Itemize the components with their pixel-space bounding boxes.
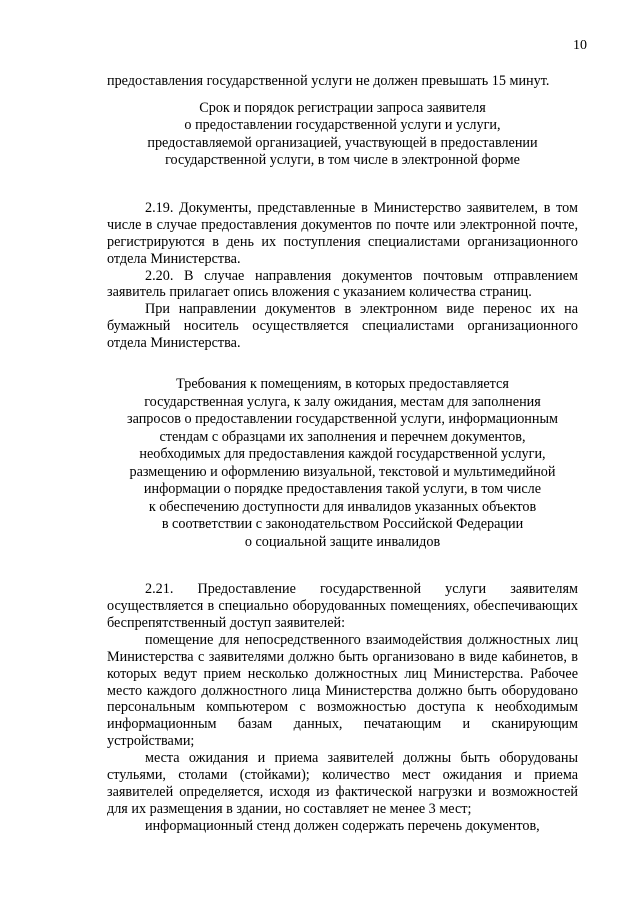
paragraph-continuation: предоставления государственной услуги не должен превышать 15 минут.: [107, 73, 550, 89]
page-number: 10: [573, 38, 587, 53]
section-heading-premises: Требования к помещениям, в которых предоставляется государственная услуга, к залу ожидания, местам для заполнения запросов о предоставлении государственной услуги, информационным стендам с образцами их заполнения и перечнем документов, необходимых для предоставления каждой государственной услуги, размещению и оформлению визуальной, текстовой и мультимедийной информации о порядке предоставления такой услуги, в том числе к обеспечению доступности для инвалидов указанных объектов в соответствии с законодательством Российской Федерации о социальной защите инвалидов: [127, 376, 558, 550]
paragraph-2-19: 2.19. Документы, представленные в Министерство заявителем, в том числе в случае предоставления документов по почте или электронной почте, регистрируются в день их поступления специалистами организационного отдела Министерства.: [107, 199, 578, 267]
paragraph-2-21-premises: помещение для непосредственного взаимодействия должностных лиц Министерства с заявителями должно быть организовано в виде кабинетов, в которых ведут прием несколько должностных лиц Министерства. Рабочее место каждого должностного лица Министерства должно быть оборудовано персональным компьютером с возможностью доступа к необходимым информационным базам данных, печатающим и сканирующим устройствами;: [107, 631, 578, 750]
section-heading-registration: Срок и порядок регистрации запроса заявителя о предоставлении государственной услуги и услуги, предоставляемой организацией, участвующей в предоставлении государственной услуги, в том числе в электронной форме: [147, 99, 538, 169]
spacer: [107, 352, 578, 376]
paragraph-2-21: 2.21. Предоставление государственной услуги заявителям осуществляется в специально оборудованных помещениях, обеспечивающих беспрепятственный доступ заявителей:: [107, 581, 578, 631]
spacer: [107, 170, 578, 200]
paragraph-2-21-waiting: места ожидания и приема заявителей должны быть оборудованы стульями, столами (стойками); количество мест ожидания и приема заявителей определяется, исходя из фактической нагрузки и возможностей для их размещения в здании, но составляет не менее 3 мест;: [107, 750, 578, 817]
paragraph-2-20: 2.20. В случае направления документов почтовым отправлением заявитель прилагает опись вложения с указанием количества страниц.: [107, 267, 578, 301]
paragraph-2-21-stand: информационный стенд должен содержать перечень документов,: [145, 817, 540, 834]
paragraph-2-20-electronic: При направлении документов в электронном виде перенос их на бумажный носитель осуществляется специалистами организационного отдела Министерства.: [107, 301, 578, 352]
document-body: [107, 73, 578, 835]
spacer: [107, 551, 578, 581]
